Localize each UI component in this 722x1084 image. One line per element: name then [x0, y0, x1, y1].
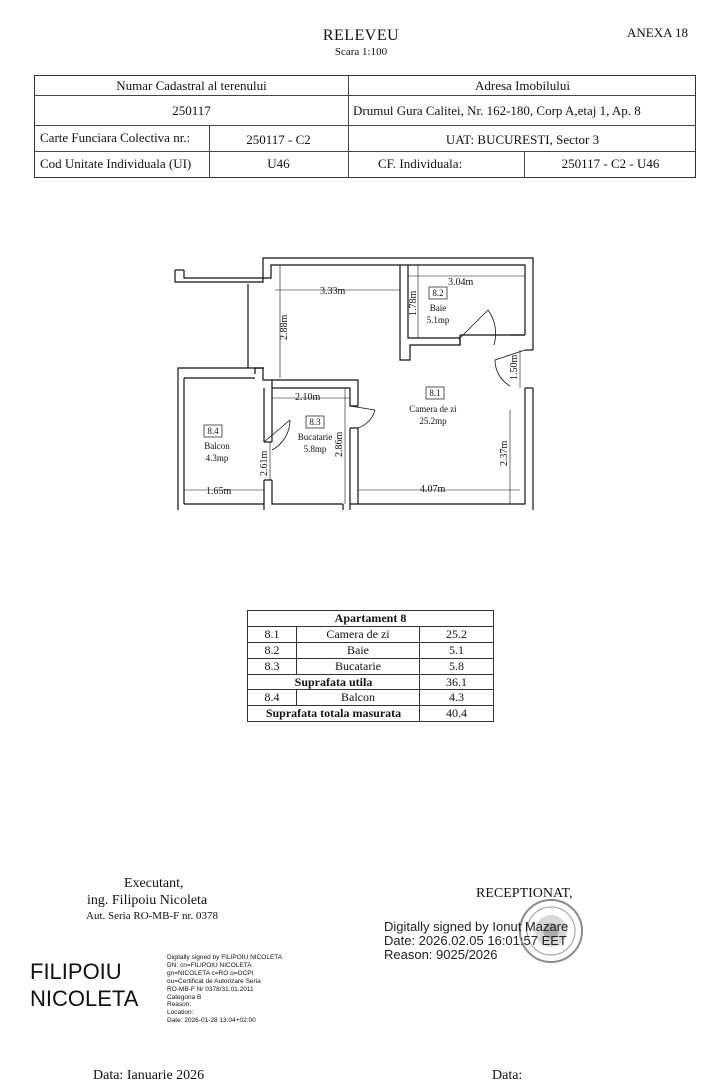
- row-name: Baie: [297, 642, 420, 658]
- row-value: 5.1: [420, 642, 494, 658]
- signature-line: Digitally signed by Ionut Mazare: [384, 919, 569, 934]
- room-8-3-area: 5.8mp: [303, 444, 327, 454]
- room-8-2-name: Baie: [429, 303, 447, 313]
- dim-2-88: 2.88m: [279, 314, 290, 340]
- cf-collective-value: 250117 - C2: [246, 132, 311, 147]
- signature-name-line: FILIPOIU: [30, 959, 122, 984]
- area-table-title: Apartament 8: [248, 611, 494, 627]
- useful-area-label: Suprafata utila: [248, 674, 420, 690]
- total-area-label: Suprafata totala masurata: [248, 706, 420, 722]
- signature-detail-line: Location:: [167, 1009, 194, 1017]
- property-info-table: [34, 75, 696, 178]
- signature-line: Date: 2026.02.05 16:01:57 EET: [384, 933, 567, 948]
- room-8-1-name: Camera de zi: [409, 404, 457, 414]
- dim-2-37: 2.37m: [499, 440, 510, 466]
- executant-authorization: Aut. Seria RO-MB-F nr. 0378: [86, 910, 218, 922]
- dim-2-10: 2.10m: [295, 392, 321, 403]
- row-value: 25.2: [420, 626, 494, 642]
- table-row: [248, 658, 494, 674]
- total-area-value: 40.4: [420, 706, 494, 722]
- cf-individual-label: CF. Individuala:: [378, 156, 463, 171]
- signature-name-line: NICOLETA: [30, 986, 139, 1011]
- annex-label: ANEXA 18: [627, 25, 689, 40]
- dim-3-33: 3.33m: [320, 286, 346, 297]
- signature-detail-line: Categoria B: [167, 993, 202, 1001]
- room-8-2-number: 8.2: [432, 288, 444, 298]
- row-name: Camera de zi: [297, 626, 420, 642]
- area-table: [247, 610, 494, 722]
- dim-1-50: 1.50m: [509, 354, 520, 380]
- signature-detail-line: RO-MB-F Nr 0378/31.01.2011: [167, 985, 254, 993]
- ui-value: U46: [267, 156, 290, 171]
- row-nr: 8.2: [248, 642, 297, 658]
- scale-label: Scara 1:100: [334, 46, 388, 58]
- address-value: Drumul Gura Calitei, Nr. 162-180, Corp A,etaj 1, Ap. 8: [353, 103, 641, 118]
- room-8-2-area: 5.1mp: [426, 315, 450, 325]
- signature-detail-line: Date: 2026-01-28 13:04+02:00: [167, 1017, 256, 1025]
- dim-2-86: 2.86m: [334, 431, 345, 457]
- cadastral-label: Numar Cadastral al terenului: [116, 78, 267, 93]
- signature-detail-line: ou=Certificat de Autorizare Seria: [167, 977, 261, 985]
- dim-2-61: 2.61m: [259, 450, 270, 476]
- executant-signature-name: [30, 958, 138, 1012]
- dim-4-07: 4.07m: [420, 484, 446, 495]
- row-name: Bucatarie: [297, 658, 420, 674]
- table-row: [248, 690, 494, 706]
- dim-1-65: 1.65m: [206, 486, 232, 497]
- receptionat-date: Data:: [492, 1068, 523, 1083]
- dim-1-78: 1.78m: [408, 290, 419, 316]
- row-nr: 8.1: [248, 626, 297, 642]
- room-8-3-name: Bucatarie: [297, 432, 333, 442]
- total-area-row: [248, 706, 494, 722]
- row-nr: 8.4: [248, 690, 297, 706]
- receptionat-title: RECEPTIONAT,: [476, 886, 573, 901]
- row-value: 4.3: [420, 690, 494, 706]
- dim-3-04: 3.04m: [448, 277, 474, 288]
- cf-individual-value: 250117 - C2 - U46: [561, 156, 660, 171]
- room-8-3-number: 8.3: [309, 417, 321, 427]
- executant-name: ing. Filipoiu Nicoleta: [87, 893, 208, 908]
- floor-plan: [170, 250, 550, 510]
- room-8-4-name: Balcon: [204, 441, 230, 451]
- useful-area-value: 36.1: [420, 674, 494, 690]
- row-value: 5.8: [420, 658, 494, 674]
- signature-detail-line: DN: cn=FILIPOIU NICOLETA: [167, 961, 252, 969]
- row-nr: 8.3: [248, 658, 297, 674]
- address-label: Adresa Imobilului: [475, 78, 570, 93]
- signature-detail-line: gn=NICOLETA c=RO o=OCPI: [167, 969, 254, 977]
- row-name: Balcon: [297, 690, 420, 706]
- table-row: [248, 642, 494, 658]
- useful-area-row: [248, 674, 494, 690]
- signature-line: Reason: 9025/2026: [384, 947, 498, 962]
- document-title: RELEVEU: [322, 27, 400, 44]
- executant-signature-details: [167, 954, 282, 1025]
- room-8-4-area: 4.3mp: [205, 453, 229, 463]
- cf-collective-label: Carte Funciara Colectiva nr.:: [40, 130, 191, 145]
- room-8-1-number: 8.1: [429, 388, 441, 398]
- room-8-1-area: 25.2mp: [419, 416, 447, 426]
- ui-label: Cod Unitate Individuala (UI): [40, 156, 192, 171]
- cadastral-value: 250117: [172, 103, 211, 118]
- room-8-4-number: 8.4: [207, 426, 219, 436]
- table-row: [248, 626, 494, 642]
- uat-value: UAT: BUCURESTI, Sector 3: [445, 132, 600, 147]
- executant-date: Data: Ianuarie 2026: [93, 1068, 205, 1083]
- signature-detail-line: Reason:: [167, 1001, 192, 1009]
- signature-detail-line: Digitally signed by FILIPOIU NICOLETA: [167, 954, 283, 961]
- executant-title: Executant,: [124, 876, 184, 891]
- receptionat-signature: [384, 920, 568, 962]
